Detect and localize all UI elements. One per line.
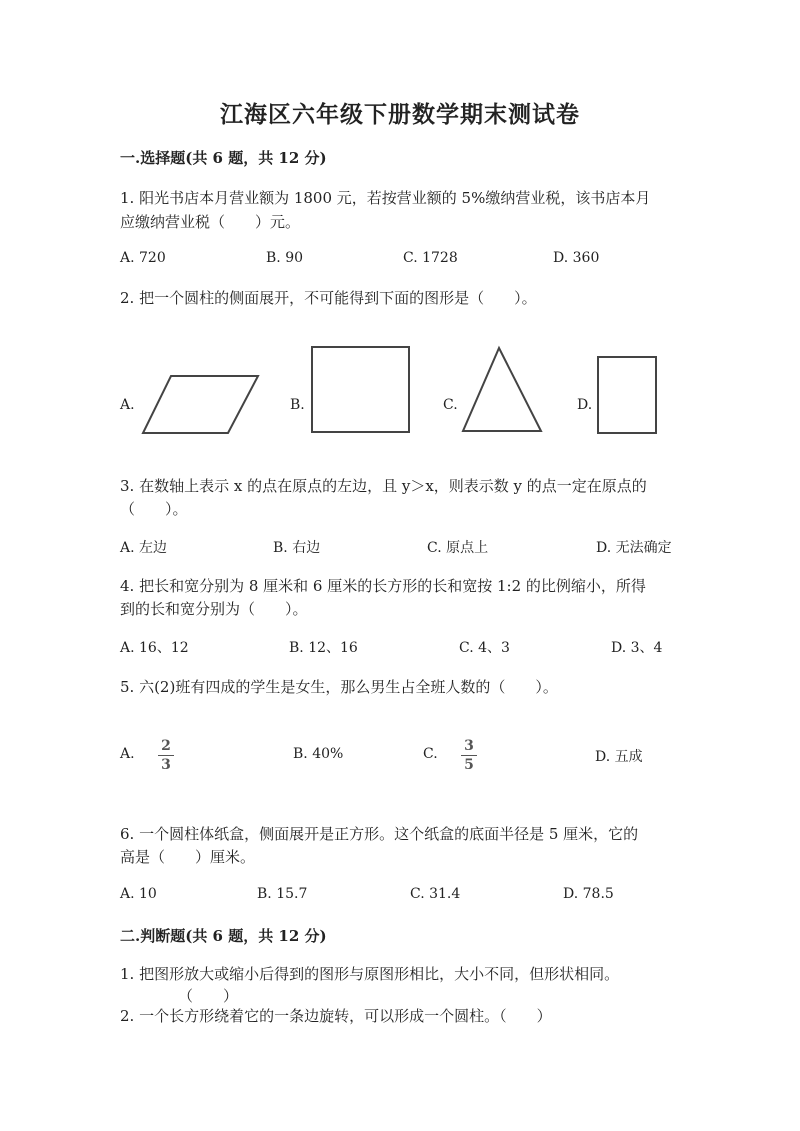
q2-label-b: B. — [290, 397, 305, 413]
q5-option-a-fraction — [158, 738, 174, 773]
q6-option-d: D. 78.5 — [563, 886, 614, 902]
q5-option-d: D. 五成 — [595, 749, 643, 765]
section-heading-judgement: 二.判断题(共 6 题，共 12 分) — [120, 927, 327, 945]
q1-option-a: A. 720 — [120, 250, 166, 266]
q3-option-a: A. 左边 — [120, 540, 168, 556]
parallelogram-shape — [140, 370, 260, 440]
judgement-1-line-1: 1. 把图形放大或缩小后得到的图形与原图形相比，大小不同，但形状相同。 — [120, 965, 620, 983]
q1-option-d: D. 360 — [553, 250, 600, 266]
q5-option-a-label: A. — [120, 746, 135, 762]
q6-option-a: A. 10 — [120, 886, 157, 902]
question-3-line-2: （ ）。 — [120, 500, 188, 518]
rectangle-shape-b — [310, 344, 412, 434]
triangle-shape — [460, 345, 544, 435]
fraction-numerator: 2 — [161, 738, 171, 754]
section-heading-choice: 一.选择题(共 6 题，共 12 分) — [120, 149, 327, 167]
question-1-line-1: 1. 阳光书店本月营业额为 1800 元，若按营业额的 5%缴纳营业税，该书店本月 — [120, 189, 651, 207]
q5-option-c-label: C. — [423, 746, 438, 762]
q5-option-b: B. 40% — [293, 746, 344, 762]
question-6-line-2: 高是（ ）厘米。 — [120, 848, 256, 866]
q4-option-a: A. 16、12 — [120, 640, 189, 656]
q1-option-b: B. 90 — [266, 250, 304, 266]
question-5-line-1: 5. 六(2)班有四成的学生是女生，那么男生占全班人数的（ ）。 — [120, 678, 558, 696]
fraction-denominator: 5 — [464, 757, 474, 773]
q3-option-b: B. 右边 — [273, 540, 321, 556]
question-4-line-2: 到的长和宽分别为（ ）。 — [120, 600, 308, 618]
question-4-line-1: 4. 把长和宽分别为 8 厘米和 6 厘米的长方形的长和宽按 1:2 的比例缩小，所得 — [120, 577, 646, 595]
q4-option-c: C. 4、3 — [459, 640, 510, 656]
question-3-line-1: 3. 在数轴上表示 x 的点在原点的左边，且 y＞x，则表示数 y 的点一定在原点的 — [120, 477, 647, 495]
judgement-2-line-1: 2. 一个长方形绕着它的一条边旋转，可以形成一个圆柱。（ ） — [120, 1007, 552, 1025]
q6-option-c: C. 31.4 — [410, 886, 461, 902]
q3-option-d: D. 无法确定 — [596, 540, 672, 556]
q1-option-c: C. 1728 — [403, 250, 458, 266]
q3-option-c: C. 原点上 — [427, 540, 489, 556]
judgement-1-line-2: （ ） — [178, 987, 239, 1005]
fraction-numerator: 3 — [464, 738, 474, 754]
question-1-line-2: 应缴纳营业税（ ）元。 — [120, 213, 301, 231]
fraction-denominator: 3 — [161, 757, 171, 773]
q4-option-d: D. 3、4 — [611, 640, 663, 656]
rectangle-shape-d — [596, 355, 658, 435]
q4-option-b: B. 12、16 — [289, 640, 358, 656]
q5-option-c-fraction — [461, 738, 477, 773]
page-title: 江海区六年级下册数学期末测试卷 — [220, 101, 580, 128]
question-6-line-1: 6. 一个圆柱体纸盒，侧面展开是正方形。这个纸盒的底面半径是 5 厘米，它的 — [120, 825, 639, 843]
q6-option-b: B. 15.7 — [257, 886, 308, 902]
q2-label-c: C. — [443, 397, 458, 413]
question-2-line-1: 2. 把一个圆柱的侧面展开，不可能得到下面的图形是（ ）。 — [120, 289, 537, 307]
q2-label-a: A. — [120, 397, 135, 413]
q2-label-d: D. — [577, 397, 593, 413]
